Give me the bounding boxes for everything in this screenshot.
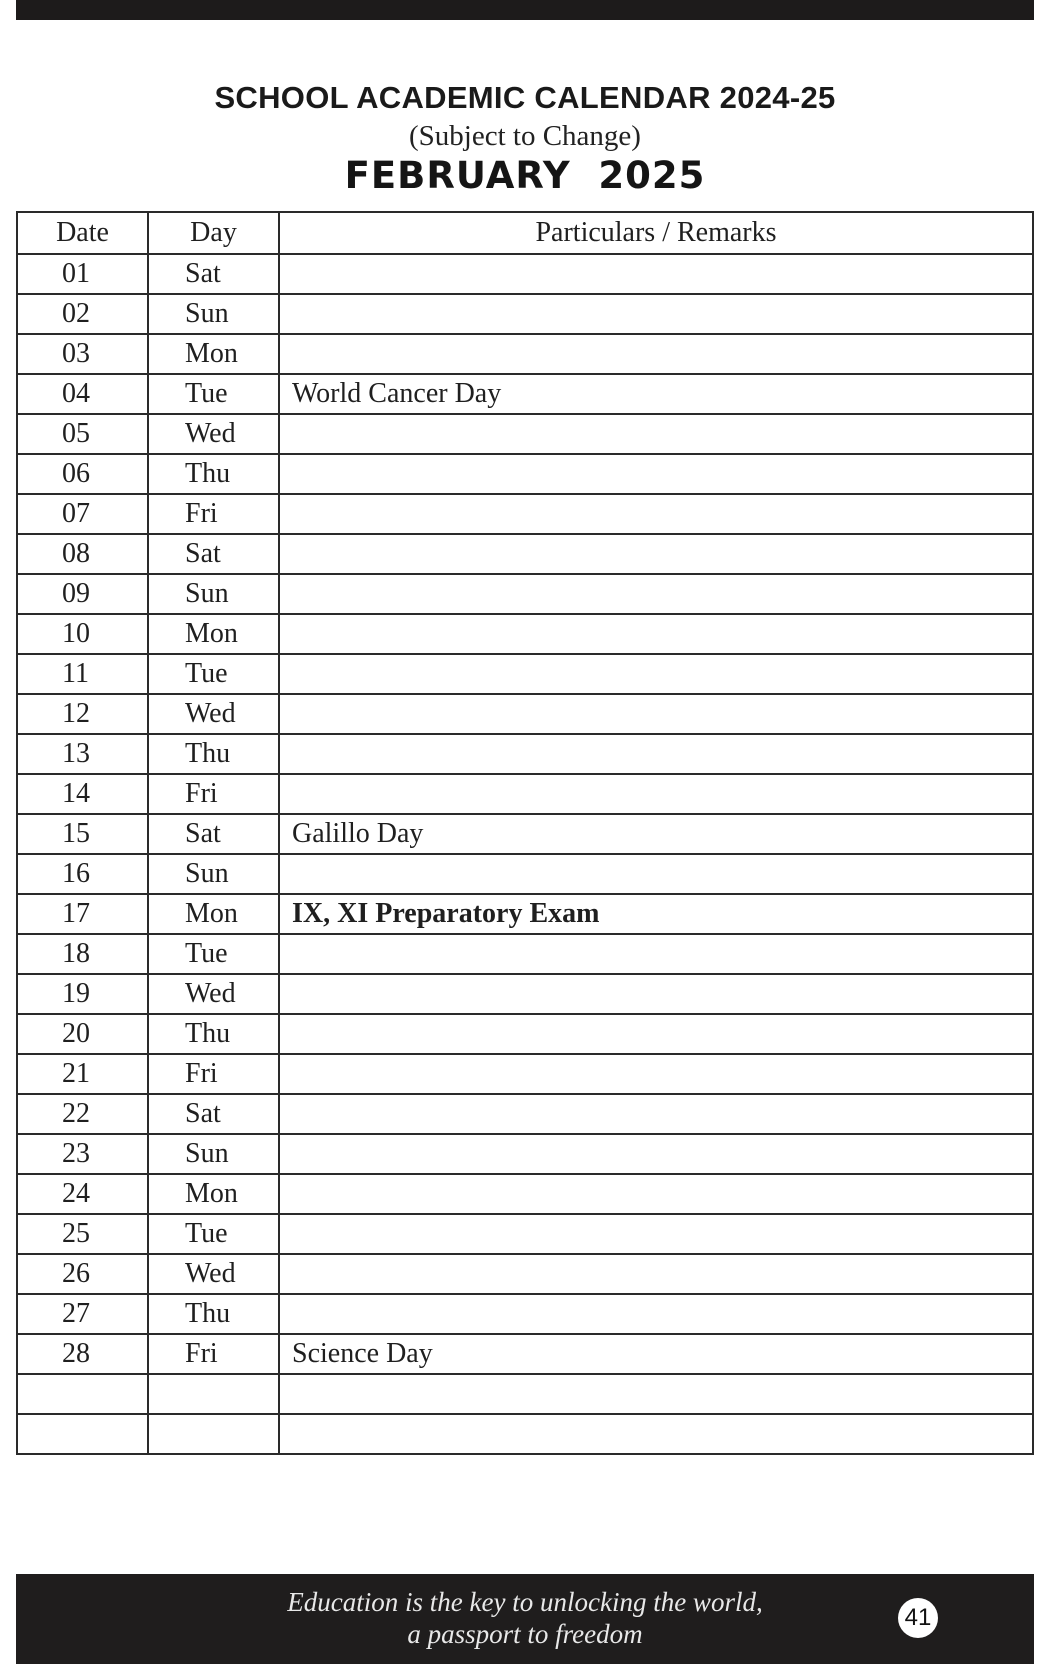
remark-cell bbox=[279, 494, 1033, 534]
day-cell: Sun bbox=[148, 574, 279, 614]
remark-cell bbox=[279, 414, 1033, 454]
remark-cell bbox=[279, 254, 1033, 294]
date-cell: 06 bbox=[17, 454, 148, 494]
remark-cell bbox=[279, 1374, 1033, 1414]
remark-cell bbox=[279, 1174, 1033, 1214]
remark-cell bbox=[279, 1094, 1033, 1134]
column-header-remarks: Particulars / Remarks bbox=[279, 212, 1033, 254]
calendar-body bbox=[17, 254, 1033, 1454]
calendar-subtitle: (Subject to Change) bbox=[409, 120, 641, 152]
day-cell: Thu bbox=[148, 1014, 279, 1054]
remark-cell bbox=[279, 454, 1033, 494]
day-cell: Wed bbox=[148, 974, 279, 1014]
table-row bbox=[17, 974, 1033, 1014]
date-cell: 23 bbox=[17, 1134, 148, 1174]
motto-line-1: Education is the key to unlocking the world, bbox=[287, 1587, 763, 1617]
motto-line-2: a passport to freedom bbox=[407, 1619, 643, 1649]
table-row bbox=[17, 1014, 1033, 1054]
date-cell: 13 bbox=[17, 734, 148, 774]
table-row bbox=[17, 454, 1033, 494]
date-cell: 15 bbox=[17, 814, 148, 854]
table-header-row bbox=[17, 212, 1033, 254]
table-row bbox=[17, 374, 1033, 414]
day-cell: Tue bbox=[148, 654, 279, 694]
table-row bbox=[17, 694, 1033, 734]
remark-cell bbox=[279, 1054, 1033, 1094]
table-row bbox=[17, 494, 1033, 534]
day-cell: Fri bbox=[148, 1054, 279, 1094]
table-row bbox=[17, 1374, 1033, 1414]
table-row bbox=[17, 614, 1033, 654]
table-row bbox=[17, 1294, 1033, 1334]
remark-cell: Science Day bbox=[279, 1334, 1033, 1374]
table-row bbox=[17, 294, 1033, 334]
table-row bbox=[17, 1334, 1033, 1374]
day-cell: Tue bbox=[148, 1214, 279, 1254]
date-cell: 01 bbox=[17, 254, 148, 294]
remark-cell bbox=[279, 614, 1033, 654]
day-cell: Fri bbox=[148, 1334, 279, 1374]
remark-cell bbox=[279, 934, 1033, 974]
date-cell: 27 bbox=[17, 1294, 148, 1334]
month-title: FEBRUARY 2025 bbox=[344, 154, 706, 197]
table-row bbox=[17, 1134, 1033, 1174]
date-cell: 05 bbox=[17, 414, 148, 454]
remark-cell bbox=[279, 1254, 1033, 1294]
remark-cell bbox=[279, 294, 1033, 334]
day-cell: Tue bbox=[148, 374, 279, 414]
date-cell: 16 bbox=[17, 854, 148, 894]
day-cell: Wed bbox=[148, 414, 279, 454]
remark-cell: World Cancer Day bbox=[279, 374, 1033, 414]
day-cell: Sun bbox=[148, 854, 279, 894]
date-cell: 11 bbox=[17, 654, 148, 694]
column-header-day: Day bbox=[148, 212, 279, 254]
table-row bbox=[17, 814, 1033, 854]
calendar-title: SCHOOL ACADEMIC CALENDAR 2024-25 bbox=[214, 80, 836, 115]
footer-motto bbox=[16, 1586, 1034, 1650]
date-cell: 20 bbox=[17, 1014, 148, 1054]
day-cell: Sun bbox=[148, 1134, 279, 1174]
date-cell: 09 bbox=[17, 574, 148, 614]
day-cell: Mon bbox=[148, 1174, 279, 1214]
date-cell: 24 bbox=[17, 1174, 148, 1214]
remark-cell bbox=[279, 654, 1033, 694]
day-cell: Tue bbox=[148, 934, 279, 974]
table-row bbox=[17, 654, 1033, 694]
day-cell: Sat bbox=[148, 254, 279, 294]
remark-cell bbox=[279, 974, 1033, 1014]
remark-cell: Galillo Day bbox=[279, 814, 1033, 854]
page-number-badge: 41 bbox=[898, 1598, 938, 1638]
date-cell: 07 bbox=[17, 494, 148, 534]
table-row bbox=[17, 1214, 1033, 1254]
table-row bbox=[17, 1054, 1033, 1094]
remark-cell bbox=[279, 1294, 1033, 1334]
day-cell: Thu bbox=[148, 734, 279, 774]
day-cell: Mon bbox=[148, 894, 279, 934]
date-cell: 02 bbox=[17, 294, 148, 334]
date-cell: 08 bbox=[17, 534, 148, 574]
day-cell: Mon bbox=[148, 614, 279, 654]
date-cell: 21 bbox=[17, 1054, 148, 1094]
top-border-bar bbox=[16, 0, 1034, 20]
calendar-header bbox=[0, 78, 1050, 198]
table-row bbox=[17, 1174, 1033, 1214]
date-cell: 22 bbox=[17, 1094, 148, 1134]
remark-cell bbox=[279, 1414, 1033, 1454]
remark-cell bbox=[279, 774, 1033, 814]
day-cell: Fri bbox=[148, 494, 279, 534]
date-cell: 14 bbox=[17, 774, 148, 814]
date-cell: 10 bbox=[17, 614, 148, 654]
remark-cell: IX, XI Preparatory Exam bbox=[279, 894, 1033, 934]
day-cell: Thu bbox=[148, 1294, 279, 1334]
remark-cell bbox=[279, 1214, 1033, 1254]
remark-cell bbox=[279, 334, 1033, 374]
date-cell: 12 bbox=[17, 694, 148, 734]
date-cell: 19 bbox=[17, 974, 148, 1014]
table-row bbox=[17, 774, 1033, 814]
table-row bbox=[17, 414, 1033, 454]
remark-cell bbox=[279, 574, 1033, 614]
day-cell bbox=[148, 1374, 279, 1414]
table-row bbox=[17, 1094, 1033, 1134]
day-cell: Wed bbox=[148, 1254, 279, 1294]
column-header-date: Date bbox=[17, 212, 148, 254]
remark-cell bbox=[279, 694, 1033, 734]
day-cell: Thu bbox=[148, 454, 279, 494]
date-cell: 18 bbox=[17, 934, 148, 974]
day-cell bbox=[148, 1414, 279, 1454]
day-cell: Wed bbox=[148, 694, 279, 734]
day-cell: Sat bbox=[148, 1094, 279, 1134]
remark-cell bbox=[279, 734, 1033, 774]
day-cell: Sat bbox=[148, 814, 279, 854]
date-cell: 26 bbox=[17, 1254, 148, 1294]
date-cell bbox=[17, 1374, 148, 1414]
date-cell: 17 bbox=[17, 894, 148, 934]
date-cell bbox=[17, 1414, 148, 1454]
day-cell: Fri bbox=[148, 774, 279, 814]
day-cell: Sat bbox=[148, 534, 279, 574]
table-row bbox=[17, 854, 1033, 894]
remark-cell bbox=[279, 534, 1033, 574]
day-cell: Sun bbox=[148, 294, 279, 334]
table-row bbox=[17, 254, 1033, 294]
remark-cell bbox=[279, 1134, 1033, 1174]
table-row bbox=[17, 534, 1033, 574]
day-cell: Mon bbox=[148, 334, 279, 374]
remark-cell bbox=[279, 854, 1033, 894]
table-row bbox=[17, 894, 1033, 934]
table-row bbox=[17, 734, 1033, 774]
date-cell: 25 bbox=[17, 1214, 148, 1254]
table-row bbox=[17, 1254, 1033, 1294]
date-cell: 28 bbox=[17, 1334, 148, 1374]
table-row bbox=[17, 1414, 1033, 1454]
table-row bbox=[17, 934, 1033, 974]
calendar-table bbox=[16, 211, 1034, 1455]
footer-banner bbox=[16, 1574, 1034, 1664]
table-row bbox=[17, 334, 1033, 374]
date-cell: 04 bbox=[17, 374, 148, 414]
remark-cell bbox=[279, 1014, 1033, 1054]
table-row bbox=[17, 574, 1033, 614]
date-cell: 03 bbox=[17, 334, 148, 374]
